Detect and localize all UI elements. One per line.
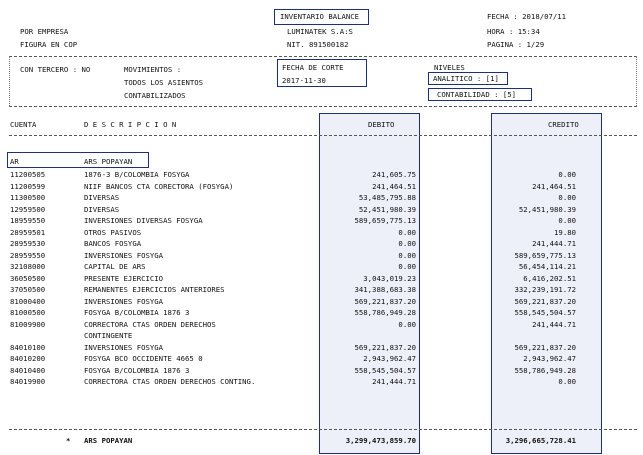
- row-debito: 0.00: [398, 262, 416, 271]
- row-descripcion: OTROS PASIVOS: [84, 228, 142, 237]
- table-row: [0, 217, 643, 228]
- analitico-value: ANALITICO : [1]: [433, 74, 499, 83]
- table-row: [0, 263, 643, 274]
- contabilidad-value: CONTABILIDAD : [5]: [437, 90, 517, 99]
- report-date: FECHA : 2018/07/11: [487, 12, 567, 21]
- fecha-corte-label: FECHA DE CORTE: [282, 63, 344, 72]
- table-row: [0, 332, 643, 343]
- row-credito: 241,464.51: [532, 182, 576, 191]
- row-debito: 0.00: [398, 251, 416, 260]
- table-row: [0, 171, 643, 182]
- row-descripcion: 1876-3 B/COLOMBIA FOSYGA: [84, 170, 190, 179]
- row-debito: 0.00: [398, 239, 416, 248]
- niveles-label: NIVELES: [434, 63, 465, 72]
- col-credito-header: CREDITO: [548, 120, 579, 129]
- row-debito: 2,943,962.47: [363, 354, 416, 363]
- row-descripcion: FOSYGA BCO OCCIDENTE 4665 0: [84, 354, 203, 363]
- total-debito: 3,299,473,859.70: [345, 436, 416, 445]
- company-nit: NIT. 891500182: [287, 40, 349, 49]
- params-top-divider: [9, 56, 637, 57]
- columns-bottom-divider: [9, 135, 637, 136]
- row-credito: 0.00: [558, 170, 576, 179]
- row-descripcion: PRESENTE EJERCICIO: [84, 274, 164, 283]
- row-debito: 558,786,949.28: [354, 308, 416, 317]
- params-left-border: [9, 56, 10, 106]
- row-descripcion: DIVERSAS: [84, 205, 120, 214]
- columns-top-divider: [9, 106, 637, 107]
- row-credito: 56,454,114.21: [518, 262, 576, 271]
- row-descripcion: NIIF BANCOS CTA CORECTORA (FOSYGA): [84, 182, 234, 191]
- row-cuenta: 11200505: [10, 170, 46, 179]
- row-credito: 569,221,837.20: [514, 297, 576, 306]
- row-credito: 241,444.71: [532, 320, 576, 329]
- company-name: LUMINATEK S.A:S: [287, 27, 353, 36]
- row-debito: 0.00: [398, 320, 416, 329]
- table-row: [0, 286, 643, 297]
- table-row: [0, 240, 643, 251]
- con-tercero: CON TERCERO : NO: [20, 65, 91, 74]
- row-debito: 589,659,775.13: [354, 216, 416, 225]
- row-cuenta: 11200599: [10, 182, 46, 191]
- row-debito: 53,485,795.88: [358, 193, 416, 202]
- row-debito: 569,221,837.20: [354, 297, 416, 306]
- row-credito: 241,444.71: [532, 239, 576, 248]
- row-cuenta: 11300500: [10, 193, 46, 202]
- total-credito: 3,296,665,728.41: [505, 436, 576, 445]
- row-descripcion: CAPITAL DE ARS: [84, 262, 146, 271]
- row-descripcion: INVERSIONES FOSYGA: [84, 343, 164, 352]
- col-cuenta-header: CUENTA: [10, 120, 37, 129]
- page-number: PAGINA : 1/29: [487, 40, 545, 49]
- row-cuenta: 32108000: [10, 262, 46, 271]
- col-debito-header: DEBITO: [368, 120, 395, 129]
- row-cuenta: 84010100: [10, 343, 46, 352]
- row-debito: 341,388,683.38: [354, 285, 416, 294]
- row-cuenta: 28959501: [10, 228, 46, 237]
- row-descripcion: BANCOS FOSYGA: [84, 239, 142, 248]
- total-marker: *: [66, 436, 71, 445]
- movimientos-label: MOVIMIENTOS :: [124, 65, 182, 74]
- group-code: AR: [10, 157, 19, 166]
- row-cuenta: 28959550: [10, 251, 46, 260]
- row-credito: 6,416,202.51: [523, 274, 576, 283]
- row-cuenta: 12959500: [10, 205, 46, 214]
- row-cuenta: 81000500: [10, 308, 46, 317]
- row-debito: 558,545,504.57: [354, 366, 416, 375]
- row-descripcion: DIVERSAS: [84, 193, 120, 202]
- row-credito: 589,659,775.13: [514, 251, 576, 260]
- row-debito: 241,605.75: [372, 170, 416, 179]
- movimientos-value-2: CONTABILIZADOS: [124, 91, 186, 100]
- table-row: [0, 194, 643, 205]
- row-credito: 2,943,962.47: [523, 354, 576, 363]
- row-cuenta: 37050500: [10, 285, 46, 294]
- row-cuenta: 28959530: [10, 239, 46, 248]
- table-row: [0, 309, 643, 320]
- row-credito: 558,786,949.28: [514, 366, 576, 375]
- col-descripcion-header: D E S C R I P C I O N: [84, 120, 177, 129]
- row-descripcion: FOSYGA B/COLOMBIA 1876 3: [84, 308, 190, 317]
- total-label: ARS POPAYAN: [84, 436, 133, 445]
- total-top-divider: [9, 429, 637, 430]
- row-descripcion: INVERSIONES FOSYGA: [84, 251, 164, 260]
- row-credito: 19.80: [554, 228, 576, 237]
- row-credito: 332,239,191.72: [514, 285, 576, 294]
- row-debito: 52,451,980.39: [358, 205, 416, 214]
- row-debito: 0.00: [398, 228, 416, 237]
- row-credito: 569,221,837.20: [514, 343, 576, 352]
- row-credito: 0.00: [558, 193, 576, 202]
- params-right-border: [636, 56, 637, 106]
- row-descripcion: CORRECTORA CTAS ORDEN DERECHOS: [84, 320, 216, 329]
- row-descripcion: CONTINGENTE: [84, 331, 133, 340]
- header-left-line-2: FIGURA EN COP: [20, 40, 78, 49]
- row-cuenta: 84010200: [10, 354, 46, 363]
- row-cuenta: 18959550: [10, 216, 46, 225]
- movimientos-value-1: TODOS LOS ASIENTOS: [124, 78, 204, 87]
- row-debito: 241,464.51: [372, 182, 416, 191]
- row-cuenta: 36050500: [10, 274, 46, 283]
- row-cuenta: 84019900: [10, 377, 46, 386]
- header-left-line-1: POR EMPRESA: [20, 27, 69, 36]
- row-credito: 0.00: [558, 216, 576, 225]
- row-descripcion: INVERSIONES FOSYGA: [84, 297, 164, 306]
- group-name: ARS POPAYAN: [84, 157, 133, 166]
- report-title: INVENTARIO BALANCE: [280, 12, 360, 21]
- row-debito: 241,444.71: [372, 377, 416, 386]
- row-descripcion: CORRECTORA CTAS ORDEN DERECHOS CONTING.: [84, 377, 256, 386]
- row-debito: 3,043,019.23: [363, 274, 416, 283]
- row-descripcion: FOSYGA B/COLOMBIA 1876 3: [84, 366, 190, 375]
- row-credito: 558,545,504.57: [514, 308, 576, 317]
- fecha-corte-value: 2017-11-30: [282, 76, 326, 85]
- row-cuenta: 81000400: [10, 297, 46, 306]
- row-debito: 569,221,837.20: [354, 343, 416, 352]
- row-cuenta: 81009900: [10, 320, 46, 329]
- row-descripcion: REMANENTES EJERCICIOS ANTERIORES: [84, 285, 225, 294]
- row-descripcion: INVERSIONES DIVERSAS FOSYGA: [84, 216, 203, 225]
- row-credito: 52,451,980.39: [518, 205, 576, 214]
- row-credito: 0.00: [558, 377, 576, 386]
- table-row: [0, 355, 643, 366]
- report-time: HORA : 15:34: [487, 27, 540, 36]
- table-row: [0, 378, 643, 389]
- row-cuenta: 84010400: [10, 366, 46, 375]
